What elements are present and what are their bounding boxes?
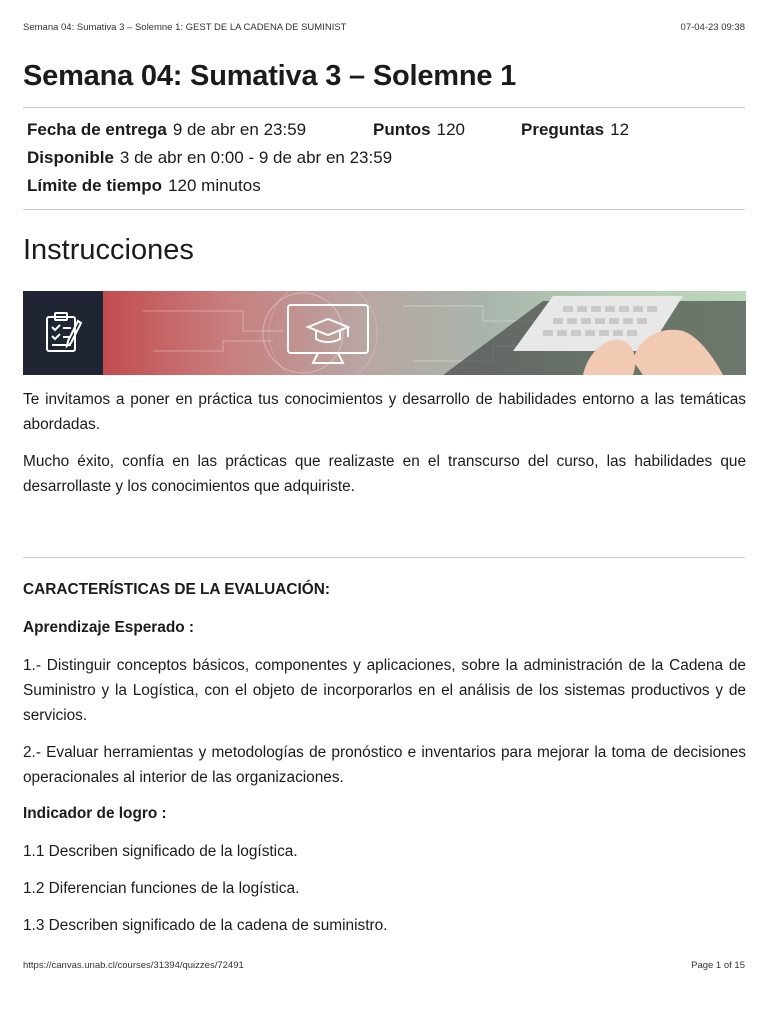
intro-paragraph-2: Mucho éxito, confía en las prácticas que realizaste en el transcurso del curso, las habilidades que desarrollaste y los conocimientos que adquiriste. <box>23 453 746 495</box>
characteristics-heading: CARACTERÍSTICAS DE LA EVALUACIÓN: <box>23 581 330 598</box>
clipboard-checklist-icon <box>23 291 103 375</box>
availability-label: Disponible <box>27 148 114 167</box>
time-limit-label: Límite de tiempo <box>27 176 163 195</box>
expected-learning-heading: Aprendizaje Esperado : <box>23 619 195 636</box>
instructions-banner <box>23 291 746 375</box>
time-limit-value: 120 minutos <box>168 176 261 195</box>
points <box>373 120 465 140</box>
questions-value: 12 <box>610 120 630 139</box>
availability <box>27 148 392 168</box>
due-date-value: 9 de abr en 23:59 <box>172 120 307 139</box>
points-value: 120 <box>436 120 465 139</box>
points-label: Puntos <box>373 120 431 139</box>
questions <box>521 120 629 140</box>
indicator-heading: Indicador de logro : <box>23 805 167 822</box>
indicator-item-3: 1.3 Describen significado de la cadena de suministro. <box>23 917 388 934</box>
due-date <box>27 120 306 140</box>
divider <box>23 557 745 558</box>
page-number: Page 1 of 15 <box>691 960 745 971</box>
due-date-label: Fecha de entrega <box>27 120 167 139</box>
indicator-item-1: 1.1 Describen significado de la logística. <box>23 843 298 860</box>
page-title: Semana 04: Sumativa 3 – Solemne 1 <box>23 60 517 92</box>
time-limit <box>27 176 261 196</box>
print-header-datetime: 07-04-23 09:38 <box>680 22 745 33</box>
instructions-heading: Instrucciones <box>23 234 194 266</box>
availability-value: 3 de abr en 0:00 - 9 de abr en 23:59 <box>119 148 393 167</box>
print-header-title: Semana 04: Sumativa 3 – Solemne 1: GEST DE LA CADENA DE SUMINIST <box>23 22 347 33</box>
expected-learning-item-1: 1.- Distinguir conceptos básicos, componentes y aplicaciones, sobre la administración de la Cadena de Suministro y la Logística, con el objeto de incorporarlos en el análisis de los sistemas productivos y de servicios. <box>23 657 746 724</box>
page-url: https://canvas.unab.cl/courses/31394/quizzes/72491 <box>23 960 244 971</box>
indicator-item-2: 1.2 Diferencian funciones de la logística. <box>23 880 300 897</box>
graduation-cap-monitor-icon <box>273 291 383 375</box>
divider <box>23 107 745 108</box>
questions-label: Preguntas <box>521 120 605 139</box>
expected-learning-item-2: 2.- Evaluar herramientas y metodologías de pronóstico e inventarios para mejorar la toma de decisiones operacionales al interior de las organizaciones. <box>23 744 746 786</box>
divider <box>23 209 745 210</box>
intro-paragraph-1: Te invitamos a poner en práctica tus conocimientos y desarrollo de habilidades entorno a las temáticas abordadas. <box>23 391 746 433</box>
banner-illustration <box>23 291 746 375</box>
